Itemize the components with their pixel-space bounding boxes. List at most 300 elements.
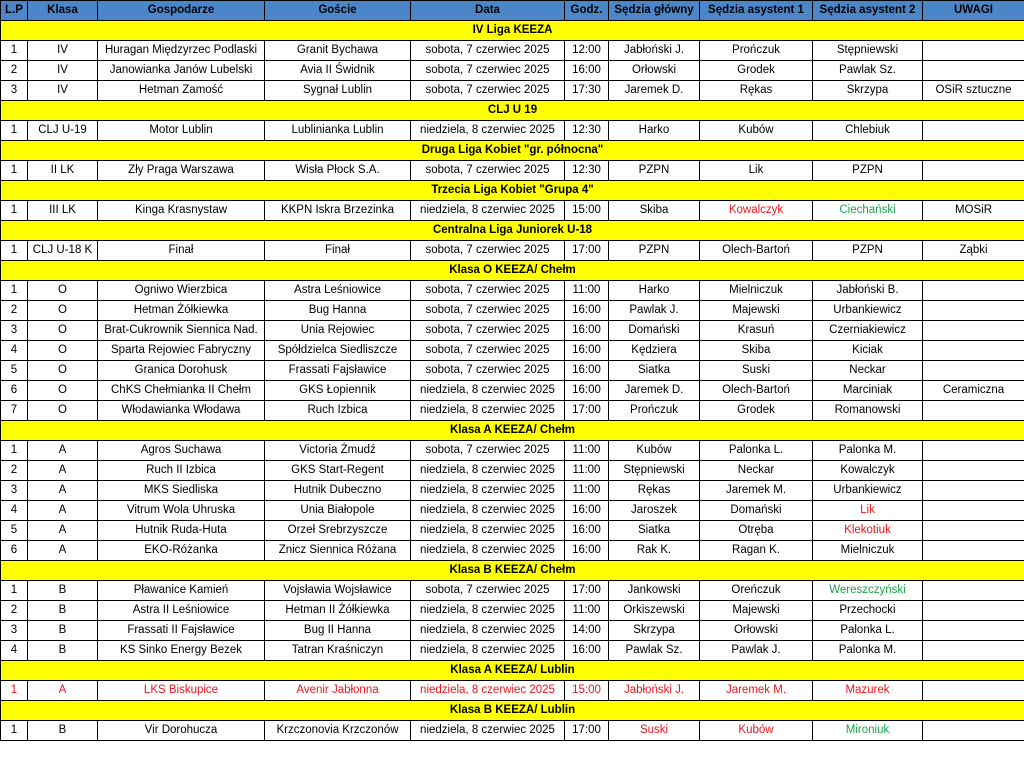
lp-cell: 1	[1, 681, 28, 701]
time-cell: 12:30	[565, 121, 609, 141]
header-gospodarze: Gospodarze	[98, 1, 265, 21]
klasa-cell: CLJ U-19	[28, 121, 98, 141]
home-team-cell: Finał	[98, 241, 265, 261]
match-row	[1, 201, 1024, 221]
time-cell: 16:00	[565, 361, 609, 381]
match-row	[1, 321, 1024, 341]
home-team-cell: Hutnik Ruda-Huta	[98, 521, 265, 541]
match-row	[1, 721, 1024, 741]
assistant-2-cell: Jabłoński B.	[813, 281, 923, 301]
away-team-cell: Avenir Jabłonna	[265, 681, 411, 701]
section-title: Centralna Liga Juniorek U-18	[1, 221, 1024, 241]
away-team-cell: Spółdzielca Siedliszcze	[265, 341, 411, 361]
away-team-cell: Hutnik Dubeczno	[265, 481, 411, 501]
home-team-cell: Kinga Krasnystaw	[98, 201, 265, 221]
referee-cell: Orłowski	[609, 61, 700, 81]
assistant-1-cell: Kubów	[700, 121, 813, 141]
time-cell: 16:00	[565, 501, 609, 521]
klasa-cell: A	[28, 461, 98, 481]
date-cell: niedziela, 8 czerwiec 2025	[411, 401, 565, 421]
lp-cell: 1	[1, 201, 28, 221]
home-team-cell: KS Sinko Energy Bezek	[98, 641, 265, 661]
away-team-cell: Granit Bychawa	[265, 41, 411, 61]
lp-cell: 4	[1, 641, 28, 661]
lp-cell: 2	[1, 61, 28, 81]
remarks-cell	[923, 601, 1024, 621]
lp-cell: 1	[1, 581, 28, 601]
referee-cell: Stępniewski	[609, 461, 700, 481]
away-team-cell: Avia II Świdnik	[265, 61, 411, 81]
date-cell: sobota, 7 czerwiec 2025	[411, 361, 565, 381]
assistant-2-cell: Neckar	[813, 361, 923, 381]
match-row	[1, 501, 1024, 521]
away-team-cell: Znicz Siennica Różana	[265, 541, 411, 561]
away-team-cell: Unia Białopole	[265, 501, 411, 521]
section-title: Trzecia Liga Kobiet "Grupa 4"	[1, 181, 1024, 201]
assistant-2-cell: Wereszczyński	[813, 581, 923, 601]
time-cell: 17:00	[565, 401, 609, 421]
time-cell: 16:00	[565, 321, 609, 341]
home-team-cell: Włodawianka Włodawa	[98, 401, 265, 421]
assistant-1-cell: Otręba	[700, 521, 813, 541]
assistant-1-cell: Neckar	[700, 461, 813, 481]
remarks-cell	[923, 281, 1024, 301]
assistant-1-cell: Jaremek M.	[700, 481, 813, 501]
date-cell: niedziela, 8 czerwiec 2025	[411, 121, 565, 141]
date-cell: niedziela, 8 czerwiec 2025	[411, 461, 565, 481]
away-team-cell: Vojsławia Wojsławice	[265, 581, 411, 601]
lp-cell: 3	[1, 321, 28, 341]
referee-cell: PZPN	[609, 161, 700, 181]
referee-cell: Skiba	[609, 201, 700, 221]
home-team-cell: Sparta Rejowiec Fabryczny	[98, 341, 265, 361]
time-cell: 15:00	[565, 681, 609, 701]
header-lp: L.P	[1, 1, 28, 21]
assistant-2-cell: Kiciak	[813, 341, 923, 361]
header-goscie: Goście	[265, 1, 411, 21]
remarks-cell	[923, 401, 1024, 421]
assistant-2-cell: Stępniewski	[813, 41, 923, 61]
match-row	[1, 621, 1024, 641]
assistant-1-cell: Kowalczyk	[700, 201, 813, 221]
date-cell: niedziela, 8 czerwiec 2025	[411, 201, 565, 221]
away-team-cell: GKS Łopiennik	[265, 381, 411, 401]
lp-cell: 1	[1, 161, 28, 181]
klasa-cell: O	[28, 341, 98, 361]
away-team-cell: Krzczonovia Krzczonów	[265, 721, 411, 741]
remarks-cell	[923, 461, 1024, 481]
remarks-cell: OSiR sztuczne	[923, 81, 1024, 101]
home-team-cell: Vitrum Wola Uhruska	[98, 501, 265, 521]
remarks-cell	[923, 121, 1024, 141]
match-row	[1, 281, 1024, 301]
date-cell: sobota, 7 czerwiec 2025	[411, 581, 565, 601]
section-header-row	[1, 141, 1024, 161]
assistant-2-cell: Kowalczyk	[813, 461, 923, 481]
klasa-cell: O	[28, 401, 98, 421]
remarks-cell: MOSiR	[923, 201, 1024, 221]
time-cell: 11:00	[565, 481, 609, 501]
assistant-1-cell: Majewski	[700, 301, 813, 321]
remarks-cell	[923, 301, 1024, 321]
lp-cell: 3	[1, 481, 28, 501]
referee-cell: Pawlak Sz.	[609, 641, 700, 661]
home-team-cell: Frassati II Fajsławice	[98, 621, 265, 641]
klasa-cell: II LK	[28, 161, 98, 181]
section-title: Klasa B KEEZA/ Lublin	[1, 701, 1024, 721]
assistant-1-cell: Olech-Bartoń	[700, 241, 813, 261]
assistant-1-cell: Prończuk	[700, 41, 813, 61]
remarks-cell	[923, 321, 1024, 341]
referee-cell: PZPN	[609, 241, 700, 261]
klasa-cell: A	[28, 521, 98, 541]
time-cell: 11:00	[565, 601, 609, 621]
lp-cell: 6	[1, 541, 28, 561]
remarks-cell	[923, 621, 1024, 641]
time-cell: 11:00	[565, 461, 609, 481]
away-team-cell: GKS Start-Regent	[265, 461, 411, 481]
home-team-cell: Ogniwo Wierzbica	[98, 281, 265, 301]
match-row	[1, 521, 1024, 541]
home-team-cell: Astra II Leśniowice	[98, 601, 265, 621]
lp-cell: 1	[1, 41, 28, 61]
klasa-cell: O	[28, 381, 98, 401]
assistant-2-cell: Mielniczuk	[813, 541, 923, 561]
section-title: Klasa A KEEZA/ Lublin	[1, 661, 1024, 681]
time-cell: 16:00	[565, 541, 609, 561]
home-team-cell: Zły Praga Warszawa	[98, 161, 265, 181]
match-row	[1, 441, 1024, 461]
assistant-1-cell: Olech-Bartoń	[700, 381, 813, 401]
klasa-cell: A	[28, 681, 98, 701]
time-cell: 16:00	[565, 341, 609, 361]
assistant-1-cell: Skiba	[700, 341, 813, 361]
referee-cell: Jaremek D.	[609, 81, 700, 101]
lp-cell: 1	[1, 441, 28, 461]
remarks-cell	[923, 341, 1024, 361]
date-cell: niedziela, 8 czerwiec 2025	[411, 501, 565, 521]
section-title: Druga Liga Kobiet "gr. północna"	[1, 141, 1024, 161]
lp-cell: 5	[1, 521, 28, 541]
klasa-cell: IV	[28, 41, 98, 61]
match-row	[1, 641, 1024, 661]
home-team-cell: Huragan Międzyrzec Podlaski	[98, 41, 265, 61]
away-team-cell: Ruch Izbica	[265, 401, 411, 421]
assistant-1-cell: Lik	[700, 161, 813, 181]
assistant-2-cell: Palonka M.	[813, 441, 923, 461]
date-cell: sobota, 7 czerwiec 2025	[411, 81, 565, 101]
date-cell: niedziela, 8 czerwiec 2025	[411, 641, 565, 661]
assistant-2-cell: PZPN	[813, 241, 923, 261]
date-cell: sobota, 7 czerwiec 2025	[411, 61, 565, 81]
header-uwagi: UWAGI	[923, 1, 1024, 21]
assistant-1-cell: Pawlak J.	[700, 641, 813, 661]
home-team-cell: Motor Lublin	[98, 121, 265, 141]
lp-cell: 3	[1, 621, 28, 641]
lp-cell: 1	[1, 121, 28, 141]
time-cell: 11:00	[565, 441, 609, 461]
remarks-cell	[923, 501, 1024, 521]
section-title: Klasa A KEEZA/ Chełm	[1, 421, 1024, 441]
klasa-cell: A	[28, 441, 98, 461]
section-header-row	[1, 261, 1024, 281]
referee-cell: Siatka	[609, 361, 700, 381]
assistant-1-cell: Mielniczuk	[700, 281, 813, 301]
assistant-1-cell: Orłowski	[700, 621, 813, 641]
home-team-cell: Hetman Żółkiewka	[98, 301, 265, 321]
date-cell: sobota, 7 czerwiec 2025	[411, 341, 565, 361]
remarks-cell: Ceramiczna	[923, 381, 1024, 401]
lp-cell: 4	[1, 341, 28, 361]
date-cell: niedziela, 8 czerwiec 2025	[411, 481, 565, 501]
assistant-2-cell: Urbankiewicz	[813, 301, 923, 321]
home-team-cell: Hetman Zamość	[98, 81, 265, 101]
klasa-cell: A	[28, 541, 98, 561]
header-row	[1, 1, 1024, 21]
lp-cell: 1	[1, 241, 28, 261]
match-row	[1, 401, 1024, 421]
assistant-2-cell: Lik	[813, 501, 923, 521]
time-cell: 16:00	[565, 381, 609, 401]
match-row	[1, 341, 1024, 361]
home-team-cell: Vir Dorohucza	[98, 721, 265, 741]
lp-cell: 7	[1, 401, 28, 421]
assistant-1-cell: Majewski	[700, 601, 813, 621]
match-row	[1, 481, 1024, 501]
time-cell: 14:00	[565, 621, 609, 641]
away-team-cell: Sygnał Lublin	[265, 81, 411, 101]
date-cell: niedziela, 8 czerwiec 2025	[411, 601, 565, 621]
klasa-cell: B	[28, 621, 98, 641]
date-cell: sobota, 7 czerwiec 2025	[411, 301, 565, 321]
match-row	[1, 121, 1024, 141]
assistant-2-cell: Mazurek	[813, 681, 923, 701]
section-title: IV Liga KEEZA	[1, 21, 1024, 41]
referee-cell: Rak K.	[609, 541, 700, 561]
klasa-cell: A	[28, 501, 98, 521]
assistant-1-cell: Grodek	[700, 401, 813, 421]
date-cell: niedziela, 8 czerwiec 2025	[411, 721, 565, 741]
assistant-2-cell: Mironiuk	[813, 721, 923, 741]
remarks-cell	[923, 441, 1024, 461]
assistant-1-cell: Rękas	[700, 81, 813, 101]
remarks-cell	[923, 361, 1024, 381]
assistant-2-cell: Czerniakiewicz	[813, 321, 923, 341]
away-team-cell: Astra Leśniowice	[265, 281, 411, 301]
klasa-cell: B	[28, 641, 98, 661]
assistant-2-cell: Pawlak Sz.	[813, 61, 923, 81]
section-title: Klasa O KEEZA/ Chełm	[1, 261, 1024, 281]
remarks-cell	[923, 541, 1024, 561]
assistant-2-cell: Ciechański	[813, 201, 923, 221]
lp-cell: 6	[1, 381, 28, 401]
date-cell: niedziela, 8 czerwiec 2025	[411, 381, 565, 401]
date-cell: sobota, 7 czerwiec 2025	[411, 161, 565, 181]
section-header-row	[1, 421, 1024, 441]
lp-cell: 4	[1, 501, 28, 521]
time-cell: 16:00	[565, 641, 609, 661]
referee-cell: Kubów	[609, 441, 700, 461]
lp-cell: 3	[1, 81, 28, 101]
home-team-cell: Janowianka Janów Lubelski	[98, 61, 265, 81]
match-row	[1, 541, 1024, 561]
home-team-cell: Agros Suchawa	[98, 441, 265, 461]
away-team-cell: Unia Rejowiec	[265, 321, 411, 341]
home-team-cell: Granica Dorohusk	[98, 361, 265, 381]
referee-cell: Jabłoński J.	[609, 41, 700, 61]
date-cell: sobota, 7 czerwiec 2025	[411, 321, 565, 341]
match-row	[1, 681, 1024, 701]
assistant-1-cell: Suski	[700, 361, 813, 381]
time-cell: 15:00	[565, 201, 609, 221]
time-cell: 17:00	[565, 241, 609, 261]
lp-cell: 1	[1, 281, 28, 301]
date-cell: sobota, 7 czerwiec 2025	[411, 41, 565, 61]
assistant-2-cell: Przechocki	[813, 601, 923, 621]
away-team-cell: Bug Hanna	[265, 301, 411, 321]
match-row	[1, 461, 1024, 481]
assistant-1-cell: Oreńczuk	[700, 581, 813, 601]
assistant-1-cell: Jaremek M.	[700, 681, 813, 701]
section-title: CLJ U 19	[1, 101, 1024, 121]
klasa-cell: O	[28, 361, 98, 381]
referee-cell: Jaroszek	[609, 501, 700, 521]
assistant-2-cell: Palonka M.	[813, 641, 923, 661]
klasa-cell: IV	[28, 61, 98, 81]
remarks-cell	[923, 581, 1024, 601]
lp-cell: 2	[1, 301, 28, 321]
referee-cell: Suski	[609, 721, 700, 741]
klasa-cell: A	[28, 481, 98, 501]
referee-cell: Harko	[609, 281, 700, 301]
home-team-cell: Brat-Cukrownik Siennica Nad.	[98, 321, 265, 341]
referee-cell: Pawlak J.	[609, 301, 700, 321]
assistant-2-cell: Palonka L.	[813, 621, 923, 641]
klasa-cell: O	[28, 281, 98, 301]
match-row	[1, 241, 1024, 261]
referee-cell: Prończuk	[609, 401, 700, 421]
assistant-2-cell: PZPN	[813, 161, 923, 181]
away-team-cell: Lublinianka Lublin	[265, 121, 411, 141]
lp-cell: 2	[1, 461, 28, 481]
match-row	[1, 601, 1024, 621]
referee-cell: Rękas	[609, 481, 700, 501]
referee-cell: Harko	[609, 121, 700, 141]
away-team-cell: Frassati Fajsławice	[265, 361, 411, 381]
remarks-cell	[923, 721, 1024, 741]
klasa-cell: B	[28, 721, 98, 741]
assistant-1-cell: Grodek	[700, 61, 813, 81]
home-team-cell: MKS Siedliska	[98, 481, 265, 501]
assistant-1-cell: Ragan K.	[700, 541, 813, 561]
assistant-2-cell: Chlebiuk	[813, 121, 923, 141]
section-header-row	[1, 181, 1024, 201]
assistant-2-cell: Klekotiuk	[813, 521, 923, 541]
header-godz: Godz.	[565, 1, 609, 21]
klasa-cell: B	[28, 601, 98, 621]
time-cell: 16:00	[565, 61, 609, 81]
referee-cell: Orkiszewski	[609, 601, 700, 621]
section-header-row	[1, 561, 1024, 581]
match-row	[1, 41, 1024, 61]
away-team-cell: Hetman II Żółkiewka	[265, 601, 411, 621]
assistant-2-cell: Romanowski	[813, 401, 923, 421]
time-cell: 17:00	[565, 581, 609, 601]
time-cell: 16:00	[565, 521, 609, 541]
referee-cell: Domański	[609, 321, 700, 341]
date-cell: sobota, 7 czerwiec 2025	[411, 241, 565, 261]
section-header-row	[1, 101, 1024, 121]
away-team-cell: Orzeł Srebrzyszcze	[265, 521, 411, 541]
section-header-row	[1, 221, 1024, 241]
time-cell: 17:30	[565, 81, 609, 101]
klasa-cell: III LK	[28, 201, 98, 221]
remarks-cell	[923, 61, 1024, 81]
remarks-cell	[923, 521, 1024, 541]
time-cell: 17:00	[565, 721, 609, 741]
home-team-cell: Ruch II Izbica	[98, 461, 265, 481]
match-row	[1, 581, 1024, 601]
header-sedzia-glowny: Sędzia główny	[609, 1, 700, 21]
away-team-cell: KKPN Iskra Brzezinka	[265, 201, 411, 221]
header-data: Data	[411, 1, 565, 21]
date-cell: niedziela, 8 czerwiec 2025	[411, 521, 565, 541]
time-cell: 12:00	[565, 41, 609, 61]
home-team-cell: Pławanice Kamień	[98, 581, 265, 601]
klasa-cell: IV	[28, 81, 98, 101]
match-row	[1, 301, 1024, 321]
away-team-cell: Tatran Kraśniczyn	[265, 641, 411, 661]
header-klasa: Klasa	[28, 1, 98, 21]
home-team-cell: LKS Biskupice	[98, 681, 265, 701]
assistant-1-cell: Domański	[700, 501, 813, 521]
referee-cell: Kędziera	[609, 341, 700, 361]
section-header-row	[1, 701, 1024, 721]
remarks-cell	[923, 681, 1024, 701]
date-cell: sobota, 7 czerwiec 2025	[411, 441, 565, 461]
section-header-row	[1, 21, 1024, 41]
lp-cell: 5	[1, 361, 28, 381]
remarks-cell	[923, 41, 1024, 61]
klasa-cell: B	[28, 581, 98, 601]
time-cell: 12:30	[565, 161, 609, 181]
away-team-cell: Victoria Żmudź	[265, 441, 411, 461]
assistant-1-cell: Kubów	[700, 721, 813, 741]
assistant-2-cell: Urbankiewicz	[813, 481, 923, 501]
klasa-cell: CLJ U-18 K	[28, 241, 98, 261]
assistant-1-cell: Palonka L.	[700, 441, 813, 461]
lp-cell: 1	[1, 721, 28, 741]
referee-cell: Jankowski	[609, 581, 700, 601]
date-cell: niedziela, 8 czerwiec 2025	[411, 541, 565, 561]
remarks-cell: Ząbki	[923, 241, 1024, 261]
klasa-cell: O	[28, 321, 98, 341]
klasa-cell: O	[28, 301, 98, 321]
match-row	[1, 361, 1024, 381]
match-row	[1, 81, 1024, 101]
header-sedzia-asystent-2: Sędzia asystent 2	[813, 1, 923, 21]
home-team-cell: ChKS Chełmianka II Chełm	[98, 381, 265, 401]
away-team-cell: Bug II Hanna	[265, 621, 411, 641]
header-sedzia-asystent-1: Sędzia asystent 1	[700, 1, 813, 21]
match-row	[1, 61, 1024, 81]
referee-cell: Skrzypa	[609, 621, 700, 641]
date-cell: niedziela, 8 czerwiec 2025	[411, 681, 565, 701]
remarks-cell	[923, 481, 1024, 501]
remarks-cell	[923, 641, 1024, 661]
lp-cell: 2	[1, 601, 28, 621]
away-team-cell: Wisła Płock S.A.	[265, 161, 411, 181]
